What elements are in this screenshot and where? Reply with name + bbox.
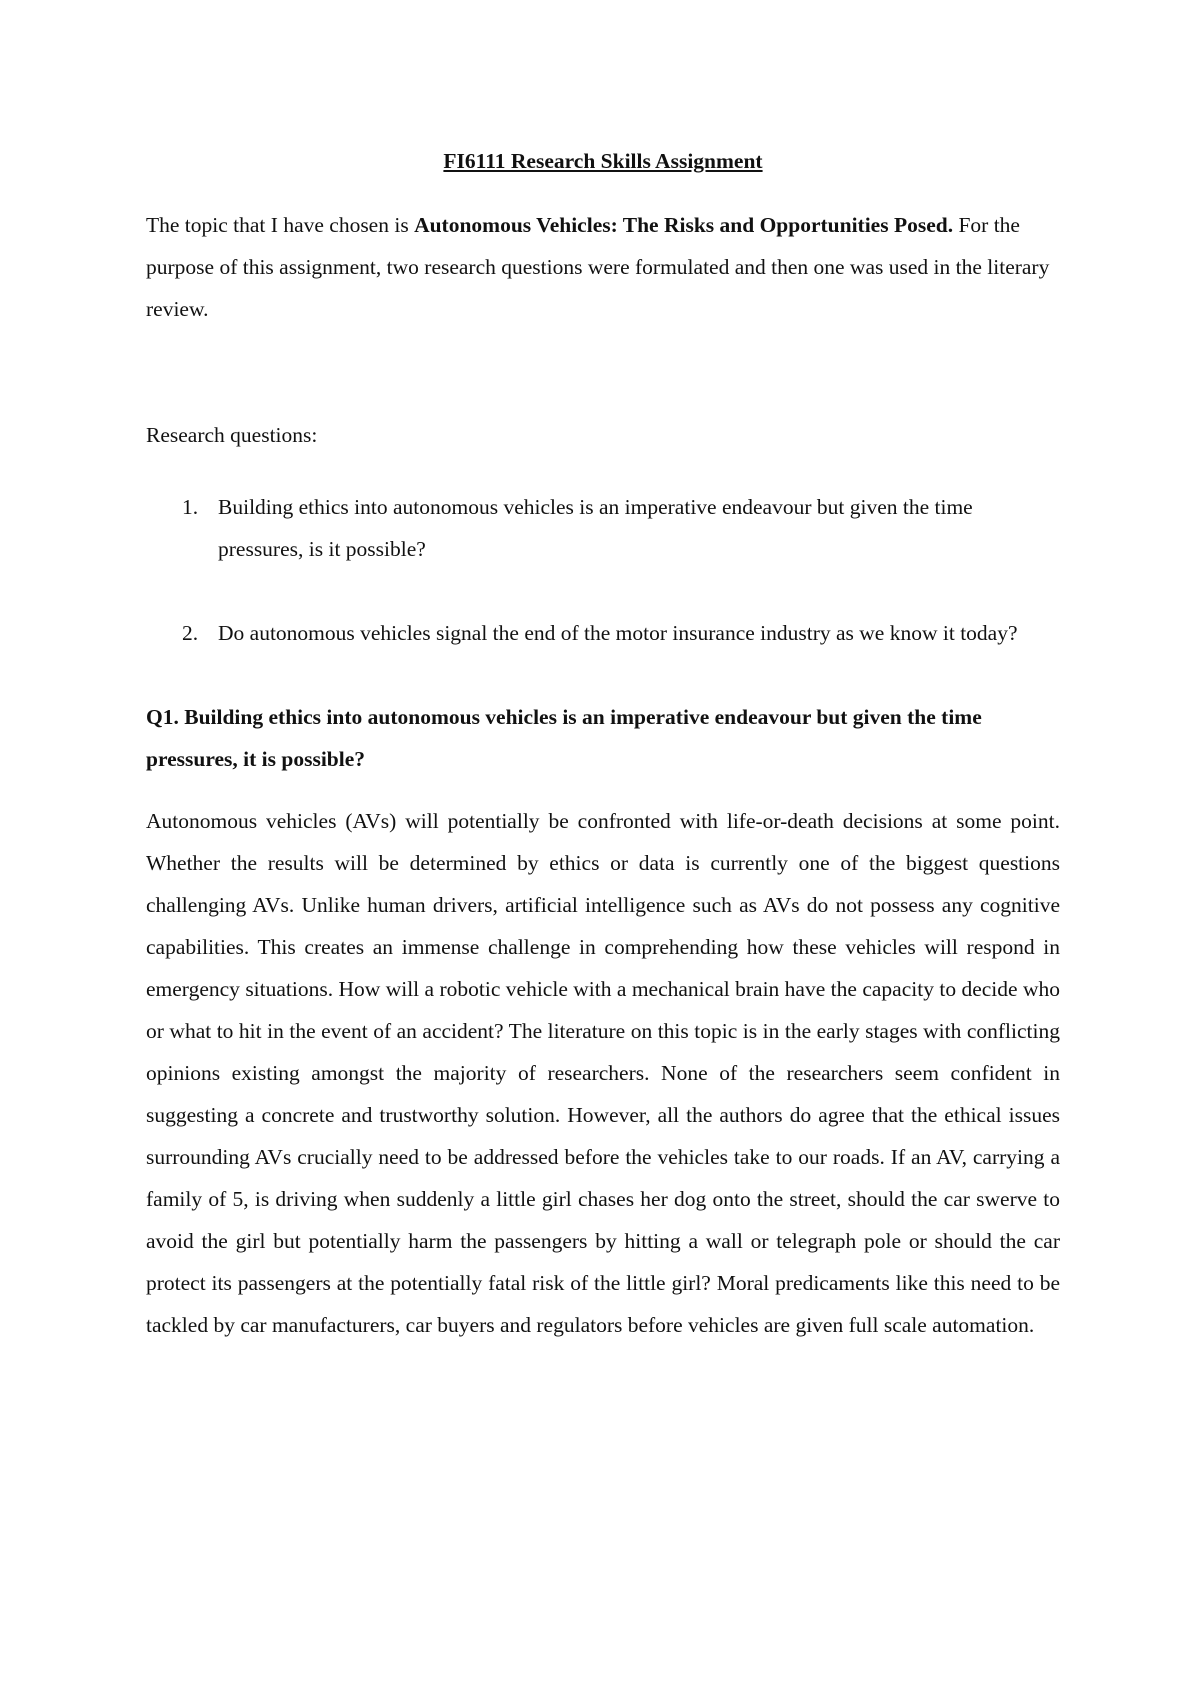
research-question-text: Building ethics into autonomous vehicles is an imperative endeavour but given the time pressures, is it possible? [218, 495, 973, 561]
q1-heading [146, 696, 1060, 780]
research-question-text: Do autonomous vehicles signal the end of the motor insurance industry as we know it today? [218, 621, 1018, 645]
intro-prefix: The topic that I have chosen is [146, 213, 415, 237]
research-question-number: 1. [182, 495, 199, 519]
q1-body-paragraph: Autonomous vehicles (AVs) will potentially be confronted with life-or-death decisions at some point. Whether the results will be determined by ethics or data is currently one of the biggest questions challenging AVs. Unlike human drivers, artificial intelligence such as AVs do not possess any cognitive capabilities. This creates an immense challenge in comprehending how these vehicles will respond in emergency situations. How will a robotic vehicle with a mechanical brain have the capacity to decide who or what to hit in the event of an accident? The literature on this topic is in the early stages with conflicting opinions existing amongst the majority of researchers. None of the researchers seem confident in suggesting a concrete and trustworthy solution. However, all the authors do agree that the ethical issues surrounding AVs crucially need to be addressed before the vehicles take to our roads. If an AV, carrying a family of 5, is driving when suddenly a little girl chases her dog onto the street, should the car swerve to avoid the girl but potentially harm the passengers by hitting a wall or telegraph pole or should the car protect its passengers at the potentially fatal risk of the little girl? Moral predicaments like this need to be tackled by car manufacturers, car buyers and regulators before vehicles are given full scale automation. [146, 809, 1060, 1337]
research-question-item [146, 612, 1060, 654]
document-content [146, 140, 1060, 1346]
document-title: FI6111 Research Skills Assignment [443, 149, 763, 173]
intro-suffix: For the purpose of this assignment, two research questions were formulated and then one was used in the literary review. [146, 213, 1050, 321]
research-question-item [146, 486, 1060, 570]
topic-title: Autonomous Vehicles: The Risks and Opportunities Posed. [414, 213, 954, 237]
q1-label: Q1 [146, 705, 174, 729]
q1-heading-text: . Building ethics into autonomous vehicles is an imperative endeavour but given the time pressures, it is possible? [146, 705, 982, 771]
intro-paragraph [146, 204, 1060, 330]
research-questions-label: Research questions: [146, 423, 318, 447]
research-questions-list [146, 486, 1060, 654]
research-question-number: 2. [182, 621, 199, 645]
